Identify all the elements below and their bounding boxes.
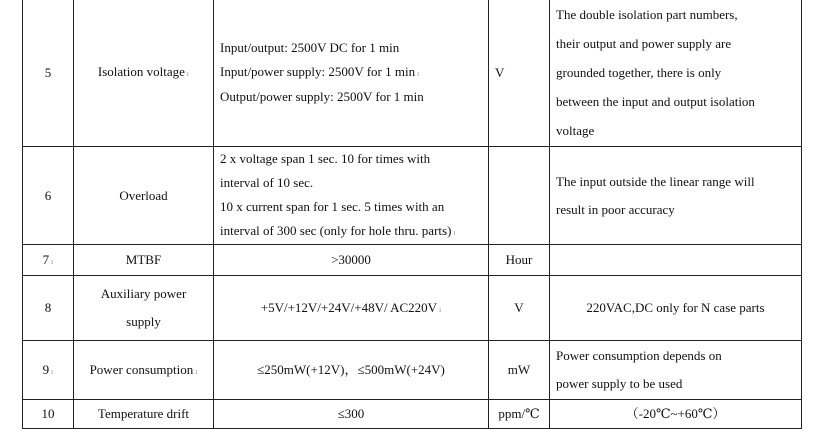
paragraph-mark-icon: ₗ bbox=[195, 365, 198, 376]
parameter-name bbox=[74, 0, 214, 147]
note-line: voltage bbox=[556, 123, 595, 138]
parameter-name: Overload bbox=[74, 147, 214, 245]
parameter-name-line: Auxiliary power bbox=[100, 286, 187, 301]
paragraph-mark-icon: ₗ bbox=[51, 255, 54, 266]
paragraph-mark-icon: ₗ bbox=[51, 365, 54, 376]
condition-line: 2 x voltage span 1 sec. 10 for times with bbox=[220, 151, 431, 166]
condition-line: interval of 10 sec. bbox=[220, 175, 314, 190]
test-conditions: >30000 bbox=[214, 245, 489, 276]
table-row bbox=[23, 245, 802, 276]
note-line: The input outside the linear range will bbox=[556, 173, 755, 189]
row-number: 8 bbox=[23, 276, 74, 341]
spec-table bbox=[22, 0, 802, 429]
unit: V bbox=[489, 0, 550, 147]
table-row bbox=[23, 0, 802, 147]
unit bbox=[489, 147, 550, 245]
paragraph-mark-icon: ₗ bbox=[439, 303, 442, 314]
table-row bbox=[23, 341, 802, 400]
notes bbox=[550, 341, 802, 400]
note-line: The double isolation part numbers, bbox=[556, 7, 738, 22]
note-line: between the input and output isolation bbox=[556, 94, 755, 109]
test-conditions bbox=[214, 147, 489, 245]
test-conditions: ≤300 bbox=[214, 400, 489, 429]
note-line: result in poor accuracy bbox=[556, 201, 675, 217]
notes: （-20℃~+60℃） bbox=[550, 400, 802, 429]
parameter-name: Power consumption ₗ bbox=[74, 341, 214, 400]
note-line: their output and power supply are bbox=[556, 36, 732, 51]
notes bbox=[550, 245, 802, 276]
unit: Hour bbox=[489, 245, 550, 276]
notes bbox=[550, 147, 802, 245]
condition-line: Input/power supply: 2500V for 1 min ₗ bbox=[220, 64, 420, 79]
test-conditions bbox=[214, 0, 489, 147]
paragraph-mark-icon: ₗ bbox=[453, 227, 456, 237]
table-row bbox=[23, 147, 802, 245]
notes bbox=[550, 0, 802, 147]
note-line: grounded together, there is only bbox=[556, 65, 722, 80]
unit: mW bbox=[489, 341, 550, 400]
unit: ppm/℃ bbox=[489, 400, 550, 429]
parameter-name-line: supply bbox=[126, 314, 161, 329]
note-line: Power consumption depends on bbox=[556, 348, 722, 363]
paragraph-mark-icon: ₗ bbox=[186, 68, 190, 78]
parameter-name: Temperature drift bbox=[74, 400, 214, 429]
table-row bbox=[23, 276, 802, 341]
row-number: 5 bbox=[23, 0, 74, 147]
row-number: 6 bbox=[23, 147, 74, 245]
condition-line: Input/output: 2500V DC for 1 min bbox=[220, 40, 400, 55]
condition-line: 10 x current span for 1 sec. 5 times with an bbox=[220, 199, 445, 214]
row-number: 9 ₗ bbox=[23, 341, 74, 400]
condition-line: interval of 300 sec (only for hole thru. parts) ₗ bbox=[220, 223, 456, 238]
condition-line: Output/power supply: 2500V for 1 min bbox=[220, 89, 424, 104]
unit: V bbox=[489, 276, 550, 341]
table-row bbox=[23, 400, 802, 429]
paragraph-mark-icon: ₗ bbox=[417, 68, 420, 78]
parameter-name: MTBF bbox=[74, 245, 214, 276]
notes: 220VAC,DC only for N case parts bbox=[550, 276, 802, 341]
row-number: 10 bbox=[23, 400, 74, 429]
parameter-name-text: Isolation voltage bbox=[97, 64, 185, 79]
note-line: power supply to be used bbox=[556, 376, 683, 391]
test-conditions: ≤250mW(+12V)，≤500mW(+24V) bbox=[214, 341, 489, 400]
parameter-name bbox=[74, 276, 214, 341]
test-conditions: +5V/+12V/+24V/+48V/ AC220V ₗ bbox=[214, 276, 489, 341]
row-number: 7 ₗ bbox=[23, 245, 74, 276]
